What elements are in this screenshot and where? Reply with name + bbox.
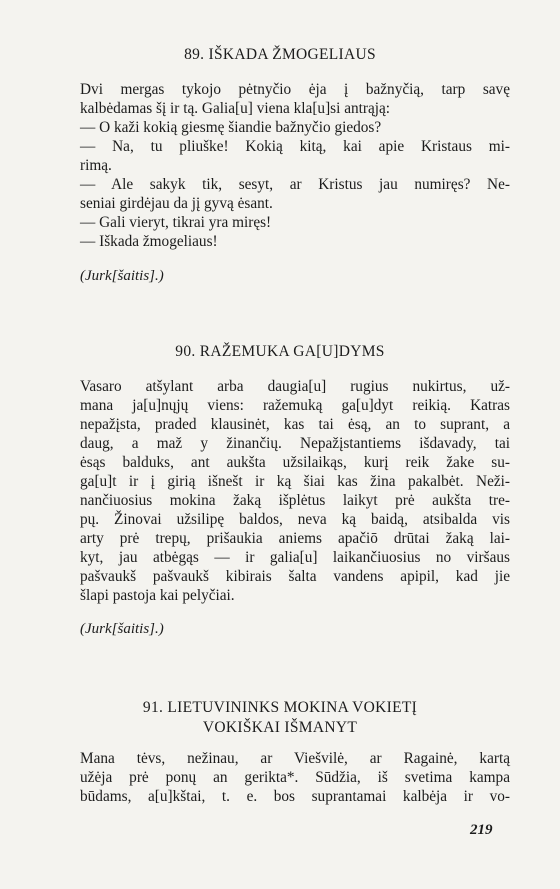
section-89-title: 89. IŠKADA ŽMOGELIAUS — [184, 46, 376, 63]
text-line: rimą. — [80, 157, 112, 174]
text-line: kyt, jau atbėgąs — ir galia[u] laikančiuosius no viršaus — [80, 549, 510, 566]
section-91-title — [60, 698, 500, 738]
text-line: — Ale sakyk tik, sesyt, ar Kristus jau numiręs? Ne- — [80, 176, 510, 193]
text-line: Vasaro atšylant arba daugia[u] rugius nukirtus, už- — [80, 378, 510, 395]
section-91-text — [80, 749, 510, 806]
text-line: daug, a maž y žinančių. Nepažįstantiems išdavady, tai — [80, 435, 510, 452]
text-line: nančiuosius mokina žaką išplėtus laikyt prė aukšta tre- — [80, 492, 510, 509]
text-line: — Na, tu pliuške! Kokią kitą, kai apie Kristaus mi- — [80, 138, 510, 155]
text-line: Dvi mergas tykojo pėtnyčio ėja į bažnyčią, tarp savę — [80, 81, 510, 98]
section-89-text — [80, 80, 510, 251]
text-line: ga[u]t ir į girią išnešt ir ką šiai kas žina pakalbėt. Neži- — [80, 473, 510, 490]
text-line: nepažįsta, praded klausinėt, kas tai ėsą, an to suprant, a — [80, 416, 510, 433]
text-line: kalbėdamas šį ir tą. Galia[u] viena kla[u]si antrąją: — [80, 100, 391, 117]
text-line: ėsąs balduks, ant aukšta užsilaikąs, kurį reik žake su- — [80, 454, 510, 471]
text-line: pašvaukš pašvaukš kibirais šalta vandens apipil, kad jie — [80, 568, 510, 585]
section-90-title: 90. RAŽEMUKA GA[U]DYMS — [175, 343, 385, 360]
text-line: būdams, a[u]kštai, t. e. bos suprantamai kalbėja ir vo- — [80, 788, 510, 805]
text-line: Mana tėvs, nežinau, ar Viešvilė, ar Ragainė, kartą — [80, 750, 510, 767]
text-line: — Iškada žmogeliaus! — [80, 233, 218, 250]
text-line: mana ja[u]nųjų viens: ražemuką ga[u]dyt reikią. Katras — [80, 397, 510, 414]
text-line: — Gali vieryt, tikrai yra miręs! — [80, 214, 272, 231]
section-90-source: (Jurk[šaitis].) — [80, 621, 164, 637]
section-91-title-line: VOKIŠKAI IŠMANYT — [202, 719, 358, 736]
page-number: 219 — [470, 822, 493, 838]
text-line: — O kaži kokią giesmę šiandie bažnyčio giedos? — [80, 119, 382, 136]
text-line: pų. Žinovai užsilipę baldos, neva ką baidą, atsibalda vis — [80, 511, 510, 528]
text-line: užėja prė ponų an gerikta*. Sūdžia, iš svetima kampa — [80, 769, 510, 786]
text-line: šlapi pastoja kai pelyčiai. — [80, 587, 235, 604]
section-91-title-line: 91. LIETUVININKS MOKINA VOKIETĮ — [142, 699, 418, 716]
section-90-text — [80, 377, 510, 605]
text-line: seniai girdėjau da jį gyvą ėsant. — [80, 195, 273, 212]
text-line: arty prė trepų, prišaukia aniems apačiō drūtai žaką lai- — [80, 530, 510, 547]
section-89-source: (Jurk[šaitis].) — [80, 268, 164, 284]
